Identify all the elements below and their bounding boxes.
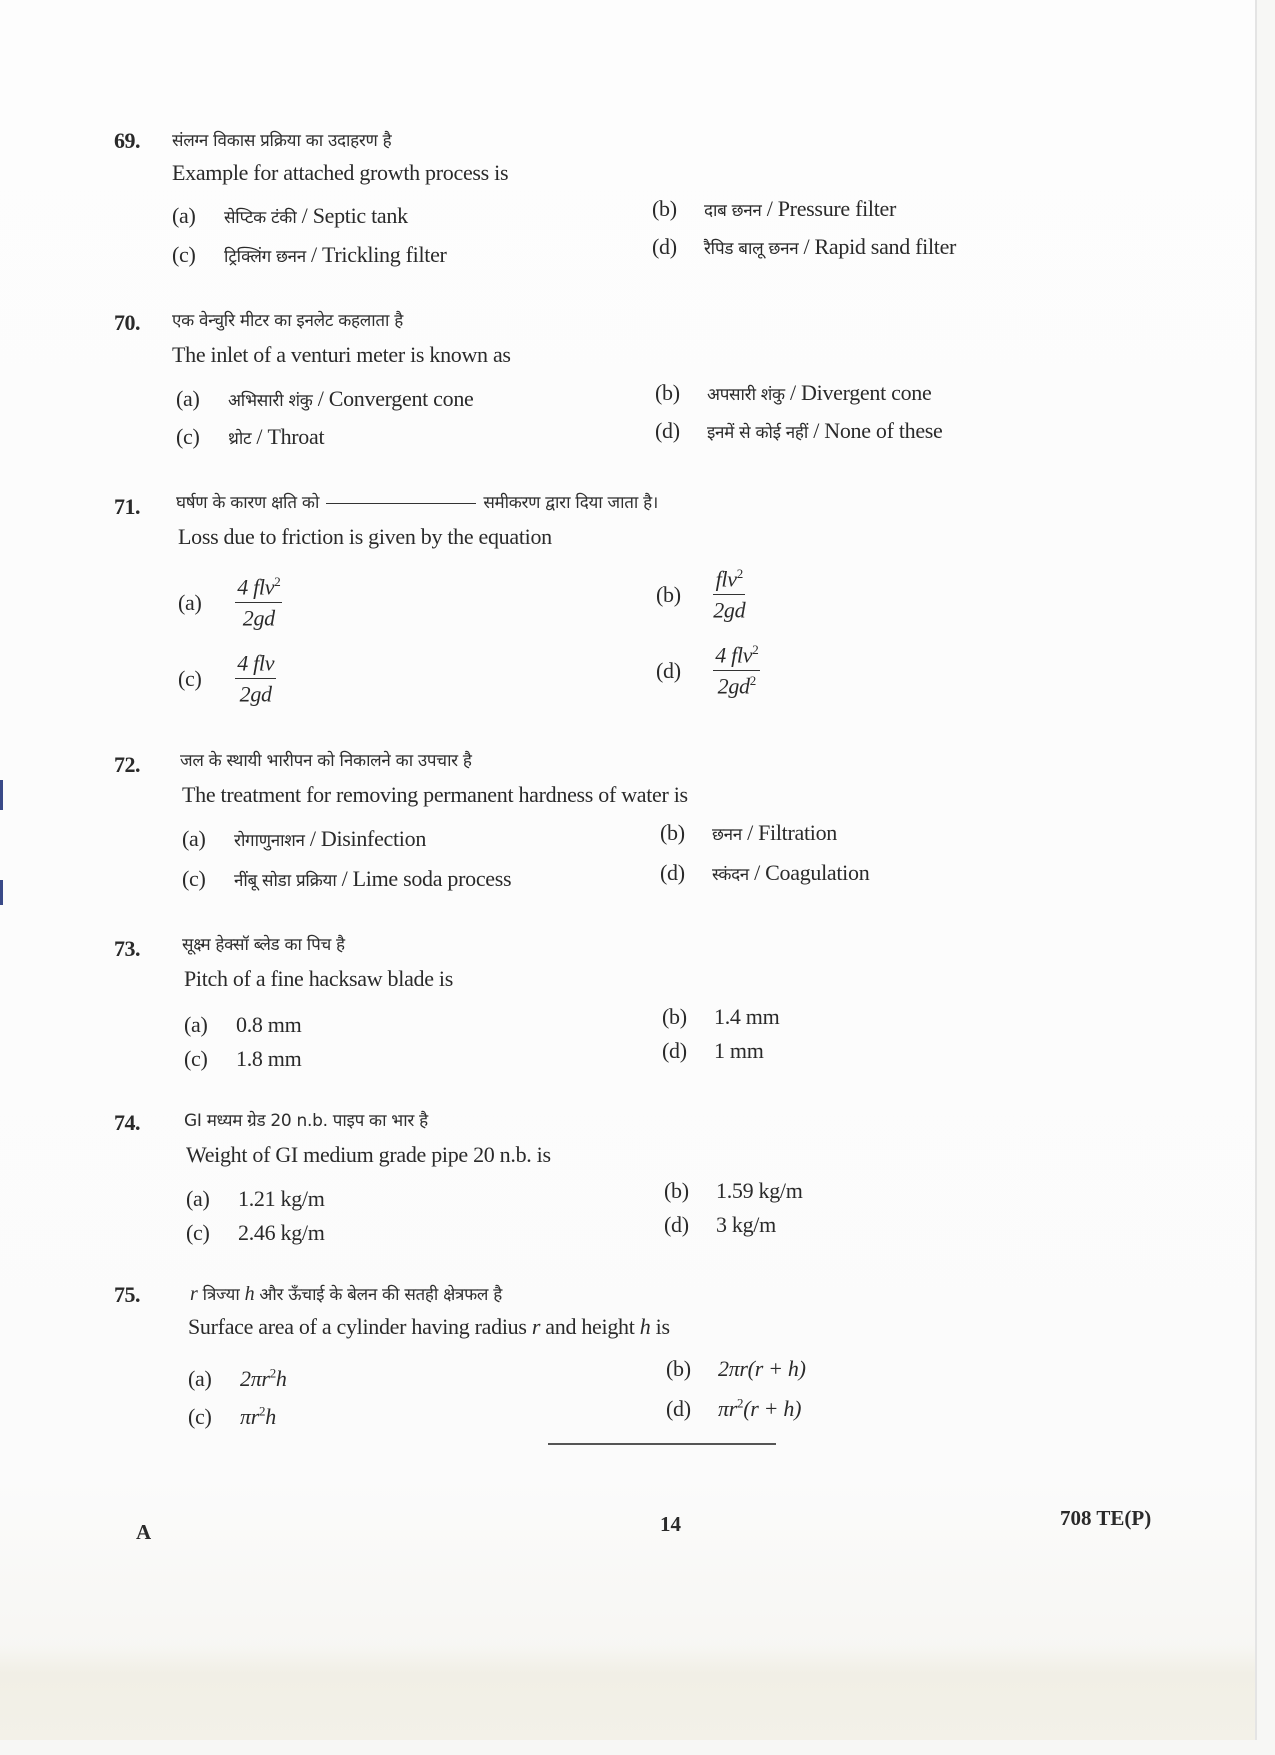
hindi-text: त्रिज्या (197, 1285, 245, 1305)
question-text-hindi: एक वेन्चुरि मीटर का इनलेट कहलाता है (172, 311, 403, 331)
question-text-english: Weight of GI medium grade pipe 20 n.b. is (186, 1142, 551, 1167)
question-number: 70. (114, 310, 140, 335)
option-a[interactable] (186, 1186, 325, 1212)
english-text: Surface area of a cylinder having radius (188, 1314, 532, 1339)
option-c[interactable] (188, 1404, 276, 1430)
option-text: 0.8 mm (236, 1012, 302, 1037)
option-text-hindi: इनमें से कोई नहीं (707, 423, 809, 443)
option-text-hindi: छनन (712, 825, 742, 845)
option-c[interactable] (182, 866, 511, 892)
option-label: (d) (662, 1038, 687, 1063)
option-text-hindi: अभिसारी शंकु (228, 391, 313, 411)
option-label: (a) (178, 589, 202, 615)
variable-h: h (244, 1283, 255, 1305)
variable-r: r (190, 1283, 198, 1305)
option-d[interactable] (652, 234, 956, 260)
hindi-after-blank: समीकरण द्वारा दिया जाता है। (483, 493, 658, 513)
hindi-before-blank: घर्षण के कारण क्षति को (176, 493, 320, 513)
numerator: 4 flv (237, 650, 275, 676)
option-text-english: / None of these (808, 418, 943, 443)
option-text-english: / Throat (251, 424, 325, 449)
question-text-hindi: GI मध्यम ग्रेड 20 n.b. पाइप का भार है (184, 1111, 428, 1131)
formula (718, 1356, 806, 1381)
series-label: A (136, 1520, 152, 1544)
exponent: 2 (736, 566, 743, 581)
question-text-hindi (190, 1282, 502, 1306)
question-text-english: Loss due to friction is given by the equation (178, 524, 552, 549)
option-b[interactable] (662, 1004, 779, 1030)
option-text: 3 kg/m (716, 1212, 776, 1237)
variable-r: r (531, 1314, 541, 1339)
fill-in-blank (326, 503, 476, 504)
option-label: (a) (188, 1366, 212, 1392)
option-label: (d) (656, 657, 681, 683)
denominator: 2gd (239, 681, 272, 707)
option-a[interactable] (184, 1012, 301, 1038)
option-c[interactable] (186, 1220, 325, 1246)
option-text-english: / Lime soda process (336, 866, 512, 891)
scan-bottom-strip (0, 1645, 1255, 1740)
formula-base: 2πr (240, 1366, 270, 1392)
option-label: (a) (184, 1012, 208, 1037)
option-b[interactable] (660, 820, 837, 846)
option-label: (d) (666, 1396, 691, 1422)
option-label: (b) (655, 380, 680, 405)
question-number: 74. (114, 1110, 140, 1135)
option-text: 1.59 kg/m (716, 1178, 803, 1203)
option-c[interactable] (172, 242, 447, 268)
option-text: 1 mm (714, 1038, 764, 1063)
option-d[interactable] (660, 860, 869, 886)
option-text-english: / Disinfection (304, 826, 427, 851)
option-label: (b) (652, 196, 677, 221)
scan-edge-mark (0, 780, 3, 810)
option-d[interactable] (666, 1396, 801, 1422)
paper-code: 708 TE(P) (1060, 1506, 1152, 1530)
option-text: 1.4 mm (714, 1004, 780, 1029)
option-d[interactable] (655, 418, 943, 444)
option-label: (c) (176, 424, 200, 449)
option-label: (a) (182, 826, 206, 851)
option-label: (d) (652, 234, 677, 259)
option-label: (a) (172, 203, 196, 228)
fraction-formula (235, 650, 276, 708)
option-text-hindi: स्कंदन (712, 865, 749, 885)
question-text-english: Pitch of a fine hacksaw blade is (184, 966, 453, 991)
option-label: (c) (184, 1046, 208, 1071)
numerator: flv (715, 566, 737, 592)
exponent: 2 (749, 673, 756, 689)
option-text-english: / Convergent cone (312, 386, 474, 411)
question-text-english (188, 1314, 670, 1340)
option-d[interactable] (662, 1038, 764, 1064)
english-text: and height (540, 1314, 640, 1339)
numerator: 4 flv (237, 574, 275, 600)
hindi-text: और ऊँचाई के बेलन की सतही क्षेत्रफल है (254, 1285, 502, 1305)
exponent: 2 (752, 642, 759, 657)
formula-tail: h (265, 1404, 276, 1430)
option-b[interactable] (666, 1356, 806, 1382)
option-label: (c) (186, 1220, 210, 1245)
option-text: 1.21 kg/m (238, 1186, 325, 1211)
question-number: 73. (114, 936, 140, 961)
question-text-english: The inlet of a venturi meter is known as (172, 342, 511, 367)
option-a[interactable] (182, 826, 426, 852)
option-label: (c) (182, 866, 206, 891)
option-a[interactable] (178, 574, 282, 632)
option-text-hindi: सेप्टिक टंकी (224, 208, 297, 228)
question-text-hindi: सूक्ष्म हेक्सॉ ब्लेड का पिच है (182, 935, 345, 955)
option-text-hindi: रोगाणुनाशन (234, 831, 305, 851)
option-text: 2.46 kg/m (238, 1220, 325, 1245)
question-number: 72. (114, 752, 140, 777)
option-label: (b) (666, 1356, 691, 1382)
option-b[interactable] (652, 196, 896, 222)
question-number: 75. (114, 1282, 140, 1307)
option-text-hindi: अपसारी शंकु (707, 385, 785, 405)
option-text-hindi: ट्रिक्लिंग छनन (224, 247, 306, 267)
option-c[interactable] (184, 1046, 301, 1072)
option-label: (d) (660, 860, 685, 885)
variable-h: h (639, 1314, 651, 1339)
question-number: 71. (114, 494, 140, 519)
option-d[interactable] (656, 642, 760, 700)
option-label: (d) (655, 418, 680, 443)
question-number: 69. (114, 128, 140, 153)
exponent: 2 (736, 1396, 744, 1411)
option-label: (c) (172, 242, 196, 267)
option-text-english: / Septic tank (296, 203, 408, 228)
scan-edge-mark (0, 880, 3, 905)
formula-base: πr (240, 1404, 259, 1430)
option-a[interactable] (172, 203, 408, 229)
option-c[interactable] (176, 424, 324, 450)
option-b[interactable] (664, 1178, 803, 1204)
page-number: 14 (660, 1512, 681, 1536)
option-text-hindi: नींबू सोडा प्रक्रिया (234, 871, 337, 891)
english-text: is (650, 1314, 670, 1339)
option-text-english: / Pressure filter (761, 196, 897, 221)
exponent: 2 (269, 1366, 276, 1381)
denominator: 2gd (242, 605, 275, 631)
exponent: 2 (258, 1404, 266, 1419)
question-text-english: Example for attached growth process is (172, 160, 509, 185)
option-text-english: / Rapid sand filter (798, 234, 957, 259)
numerator: 4 flv (715, 642, 753, 668)
option-text: 1.8 mm (236, 1046, 302, 1071)
formula-base: 2πr(r + h) (718, 1356, 806, 1382)
question-text-english: The treatment for removing permanent hardness of water is (182, 782, 688, 807)
question-text-hindi: जल के स्थायी भारीपन को निकालने का उपचार है (180, 751, 472, 771)
formula-base: πr (718, 1396, 737, 1422)
fraction-formula (235, 574, 282, 632)
question-text-hindi: संलग्न विकास प्रक्रिया का उदाहरण है (172, 131, 392, 151)
option-a[interactable] (176, 386, 474, 412)
option-b[interactable] (656, 566, 745, 624)
option-text-hindi: थ्रोट (228, 429, 252, 449)
option-label: (c) (188, 1404, 212, 1430)
formula (240, 1366, 287, 1391)
option-label: (a) (176, 386, 200, 411)
option-text-hindi: रैपिड बालू छनन (704, 239, 799, 259)
option-label: (b) (656, 581, 681, 607)
option-label: (b) (664, 1178, 689, 1203)
fraction-formula (713, 642, 760, 700)
formula (718, 1396, 801, 1421)
option-label: (c) (178, 665, 202, 691)
option-label: (b) (660, 820, 685, 845)
option-text-english: / Trickling filter (305, 242, 447, 267)
option-label: (b) (662, 1004, 687, 1029)
option-label: (a) (186, 1186, 210, 1211)
formula (240, 1404, 276, 1429)
option-d[interactable] (664, 1212, 776, 1238)
option-label: (d) (664, 1212, 689, 1237)
option-text-english: / Coagulation (748, 860, 870, 885)
question-text-hindi (176, 490, 658, 513)
option-a[interactable] (188, 1366, 287, 1392)
denominator: 2gd (717, 673, 750, 699)
formula-tail: (r + h) (743, 1396, 802, 1422)
end-of-section-rule (548, 1443, 776, 1445)
exponent: 2 (274, 574, 281, 589)
option-text-english: / Divergent cone (784, 380, 932, 405)
fraction-formula (713, 566, 745, 624)
option-text-english: / Filtration (741, 820, 837, 845)
option-text-hindi: दाब छनन (704, 201, 762, 221)
option-c[interactable] (178, 650, 276, 708)
option-b[interactable] (655, 380, 931, 406)
formula-tail: h (275, 1366, 287, 1392)
denominator: 2gd (713, 597, 746, 623)
